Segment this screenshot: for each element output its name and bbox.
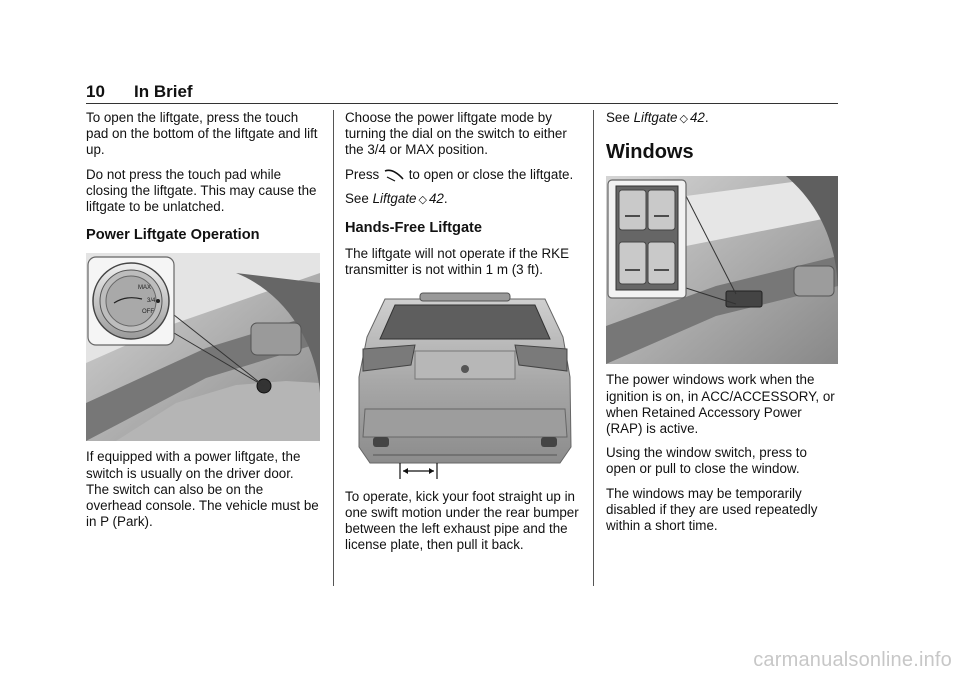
column-2 <box>345 110 581 561</box>
window-switch-figure <box>606 176 838 364</box>
section-title: In Brief <box>134 82 193 101</box>
dial-label-off: OFF <box>142 309 154 316</box>
paragraph-switch-location: If equipped with a power liftgate, the switch is usually on the driver door. The switch can also be on the overhead console. The vehicle must be in P (Park). <box>86 449 319 530</box>
see-label: See <box>606 110 630 125</box>
page-ref-number[interactable]: 42 <box>689 110 705 125</box>
dial-label-three-quarter: 3/4 <box>147 298 156 305</box>
press-text: Press <box>345 166 380 182</box>
liftgate-link[interactable]: Liftgate <box>372 190 417 206</box>
liftgate-link[interactable]: Liftgate <box>633 110 678 125</box>
paragraph-touch-pad-warning: Do not press the touch pad while closing the liftgate. This may cause the liftgate to be unlatched. <box>86 166 317 215</box>
see-liftgate-ref: See Liftgate ◇ 42. <box>345 190 448 206</box>
page-ref-number[interactable]: 42 <box>428 190 444 206</box>
see-liftgate-ref-col3: See Liftgate ◇ 42. <box>606 110 709 125</box>
column-divider-1 <box>333 110 334 586</box>
paragraph-power-windows: The power windows work when the ignition is on, in ACC/ACCESSORY, or when Retained Accessory Power (RAP) is active. <box>606 372 835 437</box>
paragraph-kick-operation: To operate, kick your foot straight up in one swift motion under the rear bumper between the left exhaust pipe and the license plate, then pull it back. <box>345 488 579 553</box>
column-1 <box>86 110 320 538</box>
see-label: See <box>345 190 369 206</box>
page-number: 10 <box>86 82 105 101</box>
page-header <box>86 82 838 104</box>
paragraph-window-switch: Using the window switch, press to open or pull to close the window. <box>606 445 807 477</box>
paragraph-open-liftgate: To open the liftgate, press the touch pad on the bottom of the liftgate and lift up. <box>86 110 318 158</box>
paragraph-liftgate-mode: Choose the power liftgate mode by turning the dial on the switch to either the 3/4 or MAX position. <box>345 110 567 158</box>
dial-label-max: MAX <box>138 285 152 292</box>
paragraph-rke-range: The liftgate will not operate if the RKE transmitter is not within 1 m (3 ft). <box>345 246 570 278</box>
heading-power-liftgate: Power Liftgate Operation <box>86 227 260 244</box>
paragraph-windows-disabled: The windows may be temporarily disabled if they are used repeatedly within a short time. <box>606 485 818 534</box>
rear-vehicle-figure <box>345 287 581 481</box>
heading-windows: Windows <box>606 141 694 164</box>
paragraph-press-liftgate <box>345 167 581 183</box>
liftgate-switch-figure <box>86 253 320 441</box>
page-ref-arrow-icon: ◇ <box>679 113 688 125</box>
page-ref-arrow-icon: ◇ <box>418 193 427 206</box>
heading-hands-free: Hands-Free Liftgate <box>345 220 483 237</box>
press-text-end: to open or close the liftgate. <box>408 166 574 182</box>
liftgate-icon <box>383 168 405 182</box>
column-divider-2 <box>593 110 594 586</box>
column-3 <box>606 110 840 542</box>
watermark: carmanualsonline.info <box>753 649 952 671</box>
header-rule <box>86 103 838 104</box>
